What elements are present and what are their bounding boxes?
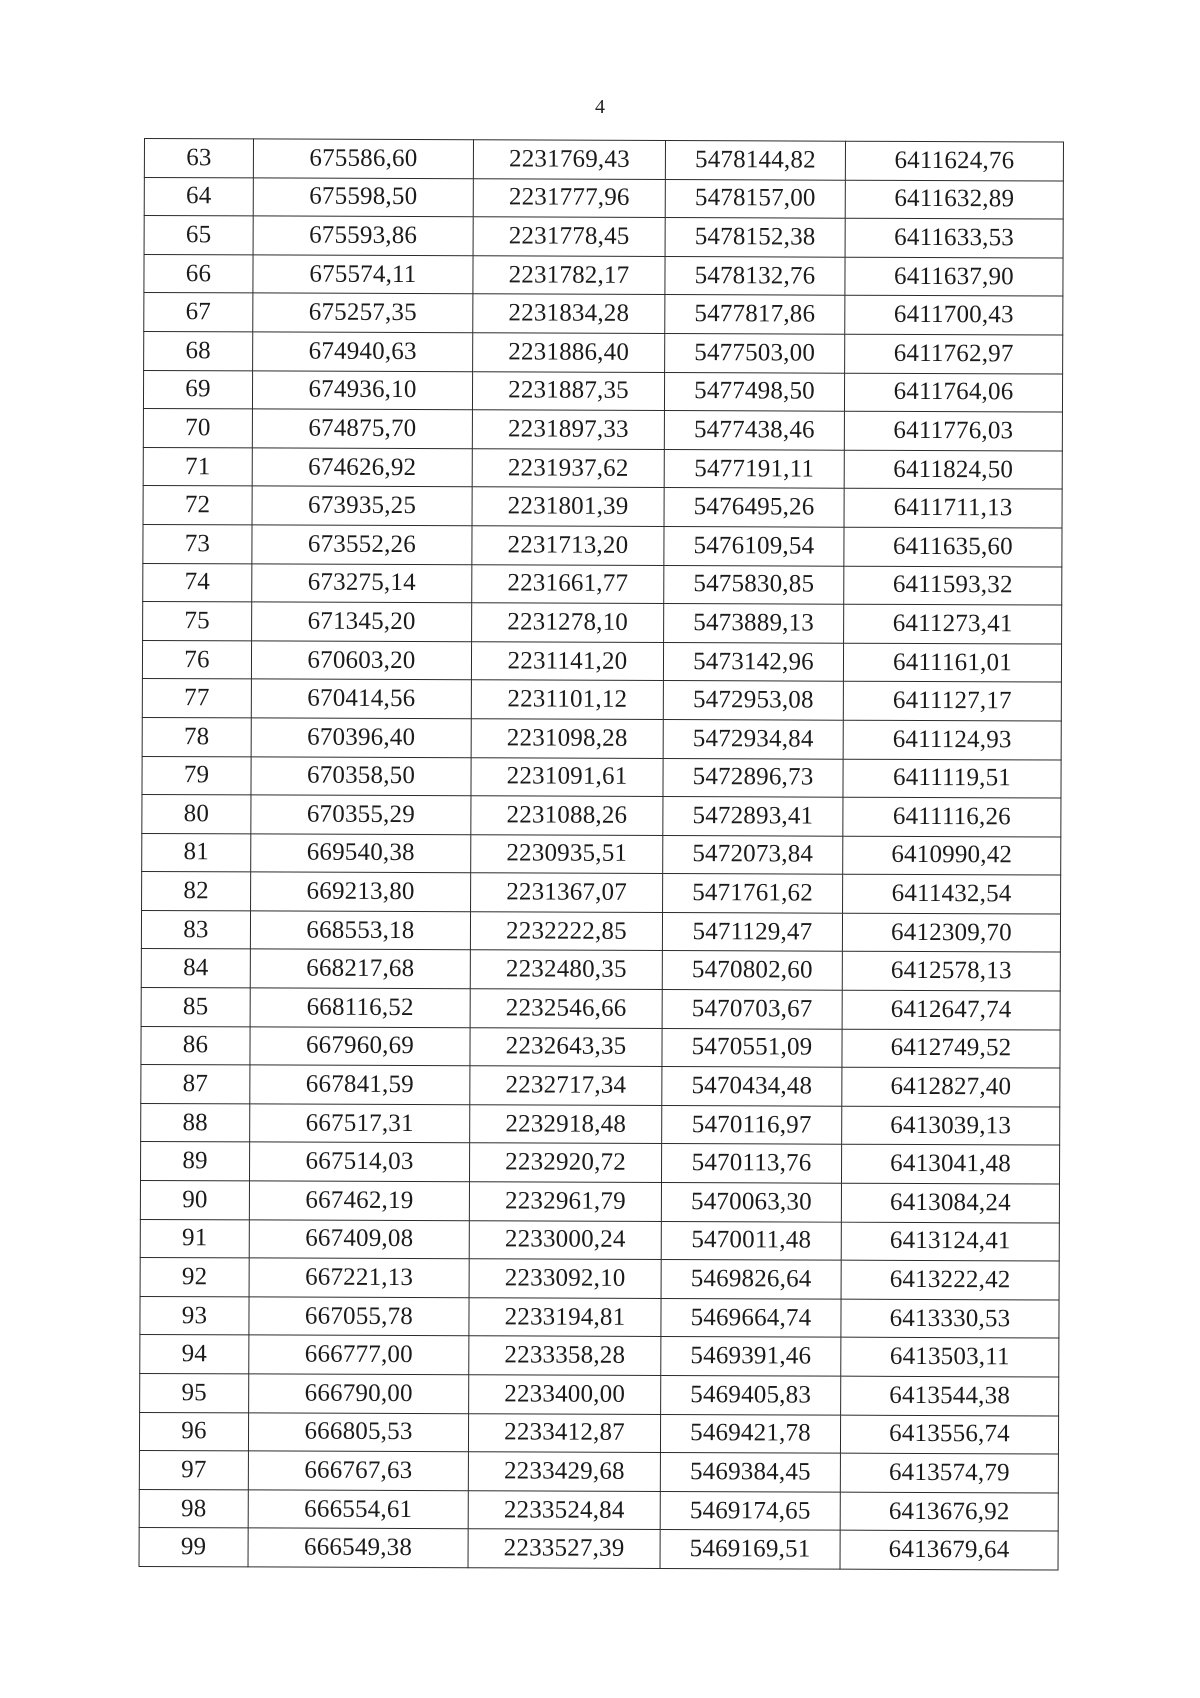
coordinate-cell: 670603,20: [251, 641, 471, 680]
coordinate-cell: 5470113,76: [661, 1144, 841, 1183]
table-row: [139, 1412, 1058, 1454]
coordinate-cell: 2232920,72: [469, 1143, 661, 1182]
point-number-cell: 66: [144, 254, 253, 293]
table-row: [139, 1451, 1058, 1493]
point-number-cell: 91: [140, 1219, 249, 1258]
point-number-cell: 84: [141, 949, 250, 988]
coordinate-cell: 2231101,12: [471, 680, 663, 719]
table-row: [144, 331, 1063, 373]
point-number-cell: 78: [142, 717, 251, 756]
coordinate-cell: 667960,69: [250, 1027, 470, 1066]
point-number-cell: 71: [143, 447, 252, 486]
point-number-cell: 87: [141, 1065, 250, 1104]
point-number-cell: 63: [144, 139, 253, 178]
coordinate-cell: 5470011,48: [661, 1221, 841, 1260]
coordinate-cell: 666554,61: [248, 1490, 468, 1529]
coordinate-cell: 2231778,45: [473, 217, 665, 256]
table-row: [141, 1026, 1060, 1068]
table-row: [144, 139, 1063, 181]
point-number-cell: 89: [140, 1142, 249, 1181]
table-row: [142, 640, 1061, 682]
coordinate-cell: 6413039,13: [842, 1106, 1060, 1145]
point-number-cell: 74: [143, 563, 252, 602]
coordinate-cell: 6413676,92: [840, 1492, 1058, 1531]
table-row: [139, 1489, 1058, 1531]
coordinate-cell: 6411776,03: [844, 411, 1062, 450]
coordinate-cell: 5469664,74: [661, 1298, 841, 1337]
coordinates-table: [139, 138, 1064, 1570]
coordinate-cell: 6413041,48: [841, 1145, 1059, 1184]
table-row: [141, 1065, 1060, 1107]
coordinate-cell: 5469174,65: [660, 1491, 840, 1530]
coordinate-cell: 6413556,74: [840, 1415, 1058, 1454]
coordinate-cell: 6412827,40: [842, 1067, 1060, 1106]
table-row: [142, 872, 1061, 914]
table-row: [140, 1258, 1059, 1300]
coordinate-cell: 2232222,85: [470, 912, 662, 951]
point-number-cell: 77: [142, 679, 251, 718]
point-number-cell: 88: [141, 1103, 250, 1142]
coordinate-cell: 2230935,51: [471, 834, 663, 873]
coordinate-cell: 6413222,42: [841, 1260, 1059, 1299]
point-number-cell: 67: [144, 293, 253, 332]
coordinate-cell: 667841,59: [250, 1065, 470, 1104]
table-row: [140, 1219, 1059, 1261]
coordinate-cell: 666790,00: [249, 1374, 469, 1413]
coordinate-cell: 5477191,11: [664, 449, 844, 488]
point-number-cell: 79: [142, 756, 251, 795]
coordinate-cell: 2231091,61: [471, 757, 663, 796]
point-number-cell: 93: [140, 1296, 249, 1335]
table-row: [139, 1528, 1058, 1570]
coordinate-cell: 2231782,17: [473, 256, 665, 295]
table-row: [143, 409, 1062, 451]
coordinate-cell: 6412578,13: [842, 952, 1060, 991]
coordinate-cell: 6413544,38: [841, 1376, 1059, 1415]
coordinate-cell: 6411124,93: [843, 720, 1061, 759]
coordinate-cell: 2232918,48: [470, 1105, 662, 1144]
table-row: [140, 1335, 1059, 1377]
coordinate-cell: 2231769,43: [473, 140, 665, 179]
coordinate-cell: 2231098,28: [471, 719, 663, 758]
point-number-cell: 69: [143, 370, 252, 409]
point-number-cell: 76: [142, 640, 251, 679]
coordinate-cell: 5469391,46: [661, 1337, 841, 1376]
coordinate-cell: 5473142,96: [663, 642, 843, 681]
coordinate-cell: 6411624,76: [845, 141, 1063, 180]
coordinate-cell: 674940,63: [253, 332, 473, 371]
coordinate-cell: 669213,80: [251, 872, 471, 911]
table-row: [142, 679, 1061, 721]
coordinate-cell: 5472896,73: [663, 758, 843, 797]
table-row: [141, 910, 1060, 952]
coordinate-cell: 675593,86: [253, 216, 473, 255]
point-number-cell: 80: [142, 795, 251, 834]
coordinate-cell: 2231713,20: [472, 526, 664, 565]
coordinate-cell: 6411633,53: [845, 218, 1063, 257]
point-number-cell: 64: [144, 177, 253, 216]
coordinate-cell: 2231777,96: [473, 178, 665, 217]
table-row: [143, 447, 1062, 489]
point-number-cell: 75: [143, 602, 252, 641]
coordinate-cell: 6411632,89: [845, 180, 1063, 219]
coordinate-cell: 5469384,45: [660, 1453, 840, 1492]
coordinate-cell: 670355,29: [251, 795, 471, 834]
coordinate-cell: 2232480,35: [470, 950, 662, 989]
coordinate-cell: 2232643,35: [470, 1027, 662, 1066]
coordinate-cell: 5475830,85: [664, 565, 844, 604]
coordinate-cell: 667409,08: [249, 1220, 469, 1259]
coordinate-cell: 6411824,50: [844, 450, 1062, 489]
point-number-cell: 68: [144, 331, 253, 370]
coordinate-cell: 6413330,53: [841, 1299, 1059, 1338]
table-row: [144, 216, 1063, 258]
coordinate-cell: 667517,31: [250, 1104, 470, 1143]
point-number-cell: 73: [143, 524, 252, 563]
coordinate-cell: 2231801,39: [472, 487, 664, 526]
coordinate-cell: 674875,70: [252, 409, 472, 448]
coordinate-cell: 2233527,39: [468, 1529, 660, 1568]
coordinate-cell: 5470802,60: [662, 951, 842, 990]
coordinate-cell: 668553,18: [250, 911, 470, 950]
coordinate-cell: 5469169,51: [660, 1530, 840, 1569]
coordinate-cell: 6412647,74: [842, 990, 1060, 1029]
coordinate-cell: 2231141,20: [471, 641, 663, 680]
coordinate-cell: 669540,38: [251, 834, 471, 873]
table-row: [140, 1181, 1059, 1223]
coordinate-cell: 2231887,35: [472, 371, 664, 410]
coordinate-cell: 5476495,26: [664, 488, 844, 527]
coordinate-cell: 2231897,33: [472, 410, 664, 449]
table-row: [140, 1142, 1059, 1184]
coordinate-cell: 2231367,07: [471, 873, 663, 912]
table-row: [142, 717, 1061, 759]
coordinate-cell: 667055,78: [249, 1297, 469, 1336]
coordinate-cell: 6411593,32: [844, 566, 1062, 605]
coordinate-cell: 6413679,64: [840, 1531, 1058, 1570]
coordinate-cell: 666805,53: [248, 1413, 468, 1452]
table-row: [143, 602, 1062, 644]
table-row: [143, 563, 1062, 605]
coordinate-cell: 6413503,11: [841, 1338, 1059, 1377]
point-number-cell: 70: [143, 409, 252, 448]
coordinate-cell: 6411635,60: [844, 527, 1062, 566]
table-row: [143, 486, 1062, 528]
coordinate-cell: 5472073,84: [663, 835, 843, 874]
coordinate-cell: 5477498,50: [664, 372, 844, 411]
coordinate-cell: 2231937,62: [472, 449, 664, 488]
coordinate-cell: 668116,52: [250, 988, 470, 1027]
coordinate-cell: 667514,03: [249, 1142, 469, 1181]
coordinate-cell: 6411700,43: [845, 296, 1063, 335]
coordinate-cell: 5472893,41: [663, 797, 843, 836]
coordinate-cell: 671345,20: [252, 602, 472, 641]
table-row: [141, 988, 1060, 1030]
coordinate-cell: 2233412,87: [468, 1413, 660, 1452]
coordinate-cell: 670414,56: [251, 679, 471, 718]
coordinate-cell: 2232546,66: [470, 989, 662, 1028]
coordinate-cell: 675598,50: [253, 178, 473, 217]
coordinate-cell: 2233400,00: [469, 1375, 661, 1414]
point-number-cell: 65: [144, 216, 253, 255]
coordinate-cell: 5470551,09: [662, 1028, 842, 1067]
coordinate-cell: 5476109,54: [664, 526, 844, 565]
coordinate-cell: 6412309,70: [842, 913, 1060, 952]
coordinate-cell: 666777,00: [249, 1335, 469, 1374]
coordinate-cell: 673552,26: [252, 525, 472, 564]
coordinate-cell: 6411762,97: [845, 334, 1063, 373]
table-row: [142, 756, 1061, 798]
coordinate-cell: 2233092,10: [469, 1259, 661, 1298]
coordinate-cell: 6411127,17: [843, 682, 1061, 721]
point-number-cell: 86: [141, 1026, 250, 1065]
coordinate-cell: 2231278,10: [472, 603, 664, 642]
coordinate-cell: 2232717,34: [470, 1066, 662, 1105]
table-row: [140, 1373, 1059, 1415]
coordinate-cell: 675257,35: [253, 293, 473, 332]
coordinate-cell: 5471761,62: [663, 874, 843, 913]
table-row: [143, 370, 1062, 412]
coordinate-cell: 666549,38: [248, 1528, 468, 1567]
coordinate-cell: 6411711,13: [844, 489, 1062, 528]
coordinate-cell: 6411764,06: [844, 373, 1062, 412]
coordinate-cell: 2233358,28: [469, 1336, 661, 1375]
coordinate-cell: 675586,60: [253, 139, 473, 178]
coordinate-cell: 2231834,28: [473, 294, 665, 333]
coordinate-cell: 673935,25: [252, 486, 472, 525]
coordinate-cell: 5477817,86: [665, 295, 845, 334]
coordinate-cell: 6411637,90: [845, 257, 1063, 296]
point-number-cell: 96: [139, 1412, 248, 1451]
coordinate-cell: 670396,40: [251, 718, 471, 757]
coordinate-cell: 6411119,51: [843, 759, 1061, 798]
table-row: [144, 293, 1063, 335]
coordinate-cell: 5471129,47: [662, 912, 842, 951]
table-row: [140, 1296, 1059, 1338]
point-number-cell: 98: [139, 1489, 248, 1528]
coordinate-cell: 6411161,01: [843, 643, 1061, 682]
coordinate-cell: 674626,92: [252, 448, 472, 487]
table-row: [141, 949, 1060, 991]
table-row: [143, 524, 1062, 566]
coordinate-cell: 6411273,41: [844, 604, 1062, 643]
coordinate-cell: 667221,13: [249, 1258, 469, 1297]
coordinate-cell: 5470703,67: [662, 990, 842, 1029]
point-number-cell: 72: [143, 486, 252, 525]
point-number-cell: 94: [140, 1335, 249, 1374]
coordinate-cell: 5469421,78: [660, 1414, 840, 1453]
coordinate-cell: 6411432,54: [843, 874, 1061, 913]
coordinate-cell: 5478152,38: [665, 218, 845, 257]
point-number-cell: 83: [141, 910, 250, 949]
table-row: [144, 254, 1063, 296]
coordinate-cell: 6413574,79: [840, 1453, 1058, 1492]
coordinate-cell: 6413084,24: [841, 1183, 1059, 1222]
coordinate-cell: 5477438,46: [664, 411, 844, 450]
coordinate-cell: 667462,19: [249, 1181, 469, 1220]
table-row: [142, 795, 1061, 837]
coordinate-cell: 674936,10: [252, 370, 472, 409]
page-number: 4: [595, 96, 605, 118]
coordinate-cell: 666767,63: [248, 1451, 468, 1490]
point-number-cell: 92: [140, 1258, 249, 1297]
coordinate-cell: 6412749,52: [842, 1029, 1060, 1068]
coordinate-cell: 6411116,26: [843, 797, 1061, 836]
coordinate-cell: 2233524,84: [468, 1491, 660, 1530]
coordinate-cell: 5478144,82: [665, 141, 845, 180]
coordinate-cell: 5470063,30: [661, 1183, 841, 1222]
coordinate-cell: 5470116,97: [662, 1105, 842, 1144]
point-number-cell: 97: [139, 1451, 248, 1490]
coordinate-cell: 5469405,83: [661, 1375, 841, 1414]
coordinate-cell: 2231088,26: [471, 796, 663, 835]
coordinate-cell: 2232961,79: [469, 1182, 661, 1221]
coordinate-cell: 2233000,24: [469, 1220, 661, 1259]
point-number-cell: 82: [142, 872, 251, 911]
coordinate-cell: 2231886,40: [473, 333, 665, 372]
coordinate-cell: 5478157,00: [665, 179, 845, 218]
point-number-cell: 81: [142, 833, 251, 872]
coordinate-cell: 5477503,00: [665, 333, 845, 372]
coordinate-cell: 670358,50: [251, 756, 471, 795]
point-number-cell: 99: [139, 1528, 248, 1567]
coordinate-cell: 2233429,68: [468, 1452, 660, 1491]
coordinate-cell: 5472934,84: [663, 719, 843, 758]
coordinate-cell: 6410990,42: [843, 836, 1061, 875]
table-row: [142, 833, 1061, 875]
coordinate-cell: 5478132,76: [665, 256, 845, 295]
coordinate-cell: 5472953,08: [663, 681, 843, 720]
point-number-cell: 85: [141, 988, 250, 1027]
point-number-cell: 90: [140, 1181, 249, 1220]
coordinate-cell: 2233194,81: [469, 1298, 661, 1337]
coordinate-cell: 5469826,64: [661, 1260, 841, 1299]
coordinate-cell: 2231661,77: [472, 564, 664, 603]
coordinate-cell: 6413124,41: [841, 1222, 1059, 1261]
coordinate-cell: 675574,11: [253, 255, 473, 294]
coordinate-cell: 5470434,48: [662, 1067, 842, 1106]
table-row: [141, 1103, 1060, 1145]
table-body: [139, 139, 1063, 1570]
coordinate-cell: 668217,68: [250, 949, 470, 988]
coordinate-cell: 673275,14: [252, 563, 472, 602]
point-number-cell: 95: [140, 1373, 249, 1412]
table-row: [144, 177, 1063, 219]
coordinate-cell: 5473889,13: [664, 604, 844, 643]
